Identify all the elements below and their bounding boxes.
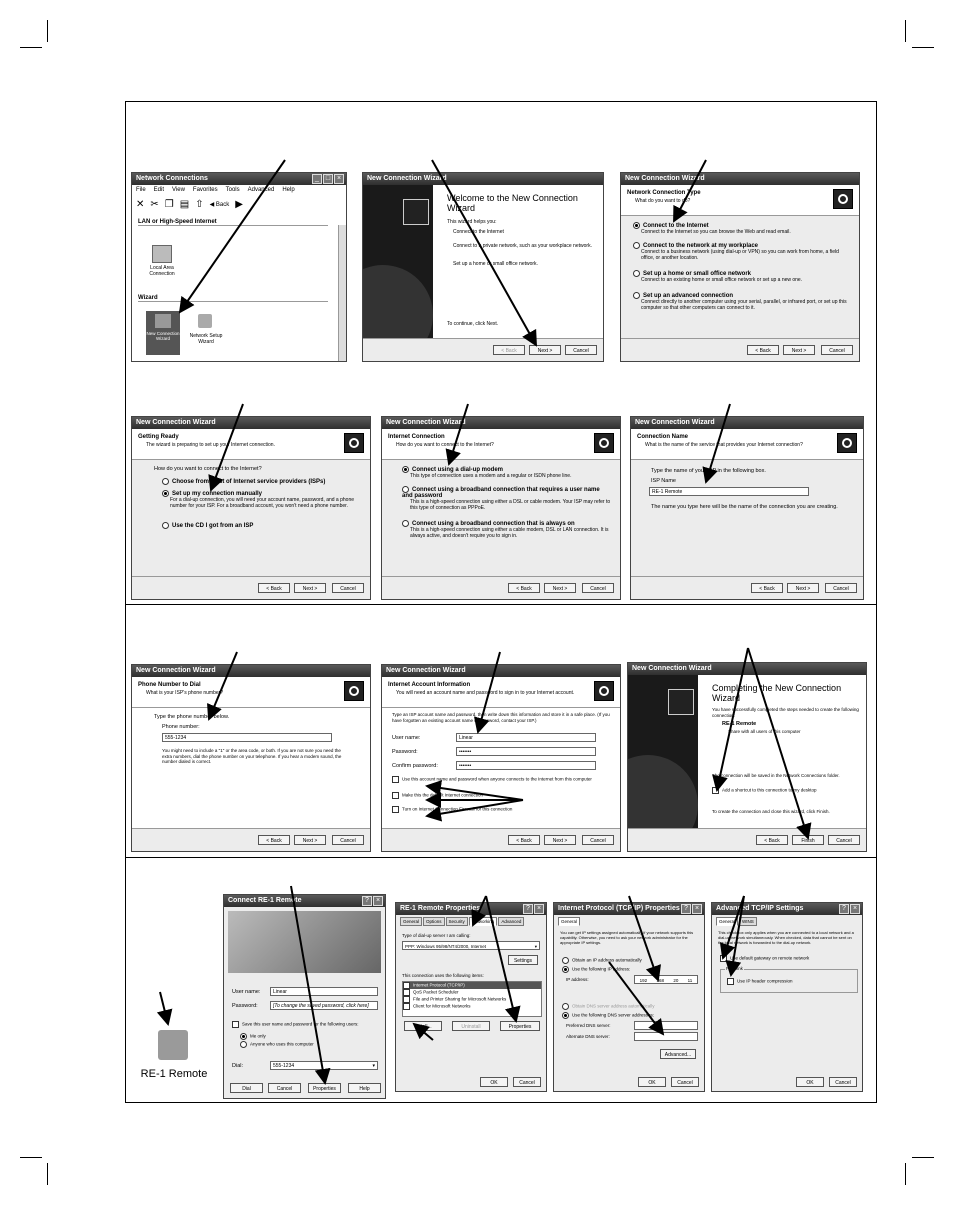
window-title: New Connection Wizard <box>382 417 620 429</box>
internet-connection-window <box>381 416 621 600</box>
properties-button[interactable]: Properties <box>500 1021 540 1031</box>
question-text: How do you want to connect to the Internet? <box>154 466 262 472</box>
cancel-button[interactable]: Cancel <box>513 1077 541 1087</box>
option-label[interactable]: Connect to the network at my workplace <box>643 243 759 250</box>
tab-security[interactable]: Security <box>446 917 468 926</box>
user-name-input[interactable]: Linear <box>270 987 378 996</box>
cancel-button[interactable]: Cancel <box>821 345 853 355</box>
next-button[interactable]: Next > <box>294 835 326 845</box>
cancel-button[interactable]: Cancel <box>671 1077 699 1087</box>
header-subtitle: What is your ISP's phone number? <box>146 690 224 696</box>
up-icon[interactable]: ⇧ <box>195 199 204 210</box>
header-subtitle: What do you want to do? <box>635 198 691 204</box>
welcome-footer: To continue, click Next. <box>447 321 499 327</box>
crop-mark <box>905 1163 906 1185</box>
check-label[interactable]: Make this the default Internet connection <box>402 792 484 798</box>
phone-number-window <box>131 664 371 852</box>
anyone-label[interactable]: Anyone who uses this computer <box>250 1041 314 1047</box>
crop-mark <box>47 1163 48 1185</box>
password-input[interactable]: ••••••• <box>456 747 596 756</box>
radio-auto-dns[interactable] <box>562 1003 569 1010</box>
finish-text: To create the connection and close this wizard, click Finish. <box>712 809 830 814</box>
back-label: Back <box>215 202 230 208</box>
wizard-logo-icon <box>594 681 614 701</box>
tab-bar <box>558 917 580 926</box>
connect-dialog <box>223 894 386 1099</box>
static-dns-label[interactable]: Use the following DNS server addresses: <box>572 1012 655 1018</box>
wizard-header <box>621 185 859 216</box>
back-button[interactable]: < Back <box>508 583 540 593</box>
next-button[interactable]: Next > <box>294 583 326 593</box>
radio-advanced[interactable] <box>633 292 640 299</box>
cut-icon[interactable]: ✂ <box>150 199 159 210</box>
new-connection-label: New Connection Wizard <box>146 331 180 341</box>
header-title: Getting Ready <box>138 434 179 440</box>
window-title: Connect RE-1 Remote <box>224 895 385 907</box>
forward-icon[interactable]: ▶ <box>235 199 243 210</box>
header-title: Phone Number to Dial <box>138 682 201 688</box>
tab-bar <box>400 917 524 926</box>
dial-button[interactable]: Dial <box>230 1083 263 1093</box>
tcpip-properties-dialog <box>553 902 705 1092</box>
wizard-logo-icon <box>833 189 853 209</box>
tab-networking[interactable]: Networking <box>469 917 498 926</box>
header-subtitle: What is the name of the service that provides your Internet connection? <box>645 442 803 448</box>
lan-section-header: LAN or High-Speed Internet <box>138 219 328 226</box>
wizard-logo-icon <box>403 199 429 225</box>
close-icon[interactable]: × <box>373 896 383 906</box>
ip-octet: 11 <box>687 978 693 983</box>
option-desc: Connect to an existing home or small office network or set up a new one. <box>641 277 803 284</box>
wizard-body <box>132 460 370 577</box>
desktop-icon-label[interactable]: RE-1 Remote <box>140 1068 208 1080</box>
radio-broadband-always[interactable] <box>402 520 409 527</box>
option-desc: Connect directly to another computer using your serial, parallel, or infrared port, or set up this computer so that other computers can connect to it. <box>641 299 847 312</box>
intro-text: You can get IP settings assigned automatically if your network supports this capability. Otherwise, you need to ask your network administrator for the appropriate IP settings. <box>560 930 694 945</box>
wizard-logo-icon <box>837 433 857 453</box>
share-bullet: Share with all users of this computer <box>728 729 801 734</box>
window-title: New Connection Wizard <box>132 417 370 429</box>
help-icon[interactable]: ? <box>839 904 849 914</box>
isp-name-label: ISP Name <box>651 478 676 484</box>
alternate-dns-input[interactable] <box>634 1032 698 1041</box>
wizard-footer <box>631 576 863 599</box>
radio-connect-internet[interactable] <box>633 222 640 229</box>
wizard-footer <box>621 338 859 361</box>
option-label[interactable]: Set up my connection manually <box>172 491 263 498</box>
ip-address-input[interactable] <box>634 975 698 984</box>
account-info-window <box>381 664 621 852</box>
tab-general[interactable]: General <box>558 917 580 926</box>
radio-auto-ip[interactable] <box>562 957 569 964</box>
window-title: New Connection Wizard <box>631 417 863 429</box>
row-divider <box>126 604 876 605</box>
me-only-label[interactable]: Me only <box>250 1033 266 1039</box>
menu-tools[interactable]: Tools <box>225 187 240 193</box>
list-item[interactable] <box>403 982 541 989</box>
option-label[interactable]: Connect using a broadband connection that is always on <box>412 521 575 528</box>
wizard-body <box>382 708 620 829</box>
wizard-footer <box>382 828 620 851</box>
wizard-body <box>382 460 620 577</box>
wizard-logo-icon <box>344 433 364 453</box>
radio-home-network[interactable] <box>633 270 640 277</box>
help-button[interactable]: Help <box>348 1083 381 1093</box>
wizard-body <box>631 460 863 577</box>
network-setup-label[interactable]: Network Setup Wizard <box>189 333 223 345</box>
preferred-dns-input[interactable] <box>634 1021 698 1030</box>
list-item[interactable] <box>403 1003 541 1010</box>
welcome-intro: This wizard helps you: <box>447 219 497 225</box>
check-label[interactable]: Turn on Internet Connection Firewall for this connection <box>402 806 513 812</box>
close-icon[interactable]: × <box>850 904 860 914</box>
window-title: Advanced TCP/IP Settings <box>712 903 862 915</box>
phone-number-input[interactable]: 555-1234 <box>162 733 332 742</box>
crop-mark <box>20 47 42 48</box>
info-text: This checkbox only applies when you are connected to a local network and a dial-up network simultaneously. When checked, data that cannot be sent on the local network is forwarded to the dial-up network. <box>718 930 854 945</box>
ip-octet: 192 <box>639 978 648 983</box>
next-button[interactable]: Next > <box>783 345 815 355</box>
menu-view[interactable]: View <box>172 187 185 193</box>
wizard-icon <box>155 314 171 328</box>
header-subtitle: You will need an account name and password to sign in to your Internet account. <box>396 690 575 696</box>
option-label[interactable]: Choose from a list of Internet service providers (ISPs) <box>172 479 326 486</box>
item-label: File and Printer Sharing for Microsoft Networks <box>413 996 507 1002</box>
radio-me-only[interactable] <box>240 1033 247 1040</box>
wizard-sidebar <box>363 185 433 339</box>
wizard-logo-icon <box>594 433 614 453</box>
wizard-body <box>621 216 859 339</box>
back-button[interactable]: < Back <box>508 835 540 845</box>
header-title: Network Connection Type <box>627 190 701 196</box>
cancel-button[interactable]: Cancel <box>829 1077 857 1087</box>
firewall-checkbox[interactable] <box>392 806 399 813</box>
radio-anyone[interactable] <box>240 1041 247 1048</box>
help-icon[interactable]: ? <box>523 904 533 914</box>
ppp-link-group <box>720 966 858 993</box>
ok-button[interactable]: OK <box>796 1077 824 1087</box>
option-desc: For a dial-up connection, you will need your account name, password, and a phone number for your ISP. For a broadband account, you won't need a phone number. <box>170 497 355 510</box>
confirm-label: Confirm password: <box>392 763 438 769</box>
password-label: Password: <box>232 1003 258 1009</box>
cancel-button[interactable]: Cancel <box>582 835 614 845</box>
uninstall-button[interactable]: Uninstall <box>452 1021 490 1031</box>
gateway-label[interactable]: Use default gateway on remote network <box>730 955 810 961</box>
window-title: RE-1 Remote Properties <box>396 903 546 915</box>
dial-label: Dial: <box>232 1063 244 1069</box>
ok-button[interactable]: OK <box>638 1077 666 1087</box>
user-label: User name: <box>232 989 261 995</box>
next-button[interactable]: Next > <box>544 583 576 593</box>
option-label[interactable]: Connect using a broadband connection that requires a user name and password <box>402 487 600 500</box>
list-item[interactable] <box>403 989 541 996</box>
note-text: You might need to include a "1" or the area code, or both. If you are not sure you need the extra numbers, dial the phone number on your telephone. If you hear a modem sound, the number dialed is correct. <box>162 748 342 764</box>
tab-advanced[interactable]: Advanced <box>498 917 524 926</box>
radio-broadband-pppoe[interactable] <box>402 486 409 493</box>
lan-connection-label[interactable]: Local Area Connection <box>149 265 175 277</box>
tab-general[interactable]: General <box>400 917 422 926</box>
toolbar <box>136 199 243 210</box>
wizard-header <box>382 429 620 460</box>
new-connection-wizard-item[interactable] <box>146 311 180 355</box>
chevron-down-icon: ▾ <box>534 944 537 949</box>
close-icon[interactable]: × <box>534 904 544 914</box>
wizard-footer <box>132 828 370 851</box>
option-desc: This is a high-speed connection using either a cable modem, DSL or LAN connection. It is always active, and doesn't require you to sign in. <box>410 527 609 540</box>
welcome-bullet: Set up a home or small office network. <box>453 261 538 267</box>
wizard-logo-icon <box>668 689 694 715</box>
wizard-footer <box>363 338 603 361</box>
back-button[interactable]: < Back <box>493 345 525 355</box>
note-text: The name you type here will be the name of the connection you are creating. <box>651 504 838 510</box>
wizard-footer <box>628 828 866 851</box>
confirm-password-input[interactable]: ••••••• <box>456 761 596 770</box>
window-title: New Connection Wizard <box>628 663 866 675</box>
radio-dialup[interactable] <box>402 466 409 473</box>
dial-value: 555-1234 <box>273 1063 295 1069</box>
auto-ip-label[interactable]: Obtain an IP address automatically <box>572 957 642 963</box>
crop-mark <box>47 20 48 42</box>
copy-icon[interactable]: ❐ <box>164 199 174 210</box>
radio-connect-workplace[interactable] <box>633 242 640 249</box>
default-connection-checkbox[interactable] <box>392 792 399 799</box>
window-title: Internet Protocol (TCP/IP) Properties <box>554 903 704 915</box>
header-subtitle: The wizard is preparing to set up your Internet connection. <box>146 442 275 448</box>
menu-file[interactable]: File <box>136 187 146 193</box>
header-title: Connection Name <box>637 434 689 440</box>
advanced-tcpip-dialog <box>711 902 863 1092</box>
ip-compression-checkbox[interactable] <box>727 978 734 985</box>
shortcut-label[interactable]: Add a shortcut to this connection to my desktop <box>722 787 817 793</box>
wizard-footer <box>382 576 620 599</box>
wizard-sidebar <box>628 675 698 829</box>
dial-select[interactable] <box>270 1061 378 1070</box>
advanced-button[interactable]: Advanced... <box>660 1049 696 1059</box>
ip-label: IP address: <box>566 977 589 982</box>
window-title: New Connection Wizard <box>621 173 859 185</box>
radio-static-ip[interactable] <box>562 966 569 973</box>
prompt-text: Type the phone number below. <box>154 714 230 720</box>
static-ip-label[interactable]: Use the following IP address: <box>572 966 631 972</box>
option-label[interactable]: Use the CD I got from an ISP <box>172 523 254 530</box>
help-icon[interactable]: ? <box>362 896 372 906</box>
crop-mark <box>912 1157 934 1158</box>
password-input[interactable]: [To change the saved password, click here] <box>270 1001 378 1010</box>
items-list <box>402 981 542 1017</box>
radio-choose-isp[interactable] <box>162 478 169 485</box>
tab-wins[interactable]: WINS <box>739 917 757 926</box>
ip-octet: 20 <box>673 978 679 983</box>
crop-mark <box>20 1157 42 1158</box>
alternate-dns-label: Alternate DNS server: <box>566 1034 610 1039</box>
window-title: Network Connections <box>132 173 346 185</box>
welcome-heading: Welcome to the New Connection Wizard <box>447 193 578 213</box>
phone-label: Phone number: <box>162 724 200 730</box>
option-label[interactable]: Set up an advanced connection <box>643 293 734 300</box>
back-button[interactable]: < Back <box>747 345 779 355</box>
option-desc: This type of connection uses a modem and a regular or ISDN phone line. <box>410 473 572 480</box>
welcome-bullet: Connect to the Internet <box>453 229 504 235</box>
maximize-icon[interactable]: □ <box>323 174 333 184</box>
lan-connection-icon[interactable] <box>152 245 172 263</box>
ok-button[interactable]: OK <box>480 1077 508 1087</box>
header-title: Internet Connection <box>388 434 445 440</box>
back-button[interactable]: < Back <box>756 835 788 845</box>
save-label[interactable]: Save this user name and password for the following users: <box>242 1021 359 1027</box>
window-title: New Connection Wizard <box>382 665 620 677</box>
radio-static-dns[interactable] <box>562 1012 569 1019</box>
crop-mark <box>905 20 906 42</box>
server-type-select[interactable] <box>402 941 540 950</box>
wizard-section-header: Wizard <box>138 295 328 302</box>
ppp-group-label: PPP link <box>726 966 743 971</box>
radio-use-cd[interactable] <box>162 522 169 529</box>
server-type-label: Type of dial-up server I am calling: <box>402 933 471 938</box>
connection-name-window <box>630 416 864 600</box>
compression-label[interactable]: Use IP header compression <box>737 978 793 984</box>
item-label: QoS Packet Scheduler <box>413 989 459 995</box>
desktop-shortcut-checkbox[interactable] <box>712 787 719 794</box>
menu-edit[interactable]: Edit <box>153 187 165 193</box>
wizard-logo-icon <box>344 681 364 701</box>
scrollbar[interactable] <box>338 225 346 361</box>
connection-properties-dialog <box>395 902 547 1092</box>
tab-general[interactable]: General <box>716 917 738 926</box>
item-label: Client for Microsoft Networks <box>413 1003 471 1009</box>
install-button[interactable]: Install... <box>404 1021 442 1031</box>
back-button[interactable]: < Back <box>751 583 783 593</box>
user-label: User name: <box>392 735 421 741</box>
item-label: Internet Protocol (TCP/IP) <box>413 982 465 988</box>
option-label[interactable]: Connect using a dial-up modem <box>412 467 504 474</box>
connect-banner <box>228 911 381 973</box>
getting-ready-window <box>131 416 371 600</box>
completing-wizard-window <box>627 662 867 852</box>
header-title: Internet Account Information <box>388 682 471 688</box>
back-button[interactable]: < Back <box>258 583 290 593</box>
prompt-text: Type the name of your ISP in the following box. <box>651 468 766 474</box>
back-button[interactable]: < Back <box>258 835 290 845</box>
cancel-button[interactable]: Cancel <box>332 835 364 845</box>
option-label[interactable]: Connect to the Internet <box>643 223 709 230</box>
wizard-body <box>132 708 370 829</box>
cancel-button[interactable]: Cancel <box>828 835 860 845</box>
use-account-checkbox[interactable] <box>392 776 399 783</box>
wizard-header <box>631 429 863 460</box>
welcome-bullet: Connect to a private network, such as your workplace network. <box>453 243 592 249</box>
saved-text: The connection will be saved in the Network Connections folder. <box>712 773 840 778</box>
minimize-icon[interactable]: _ <box>312 174 322 184</box>
properties-button[interactable]: Properties <box>308 1083 341 1093</box>
option-desc: This is a high-speed connection using either a DSL or cable modem. Your ISP may refer to this type of connection as PPPoE. <box>410 499 611 512</box>
wizard-footer <box>132 576 370 599</box>
crop-mark <box>912 47 934 48</box>
wizard-header <box>132 677 370 708</box>
list-item[interactable] <box>403 996 541 1003</box>
next-button[interactable]: Next > <box>544 835 576 845</box>
user-name-input[interactable]: Linear <box>456 733 596 742</box>
window-title: New Connection Wizard <box>363 173 603 185</box>
menu-advanced[interactable]: Advanced <box>247 187 275 193</box>
cancel-button[interactable]: Cancel <box>268 1083 301 1093</box>
option-desc: Connect to a business network (using dial-up or VPN) so you can work from home, a field office, or another location. <box>641 249 839 262</box>
option-label[interactable]: Set up a home or small office network <box>643 271 752 278</box>
next-button[interactable]: Next > <box>529 345 561 355</box>
check-label[interactable]: Use this account name and password when anyone connects to the Internet from this computer <box>402 776 592 782</box>
password-label: Password: <box>392 749 418 755</box>
header-subtitle: How do you want to connect to the Internet? <box>396 442 494 448</box>
auto-dns-label[interactable]: Obtain DNS server address automatically <box>572 1003 655 1009</box>
connection-type-window <box>620 172 860 362</box>
window-title: New Connection Wizard <box>132 665 370 677</box>
complete-text: You have successfully completed the steps needed to create the following connection: <box>712 707 859 718</box>
radio-manual[interactable] <box>162 490 169 497</box>
network-setup-icon[interactable] <box>198 314 212 328</box>
option-desc: Connect to the Internet so you can browse the Web and read email. <box>641 229 791 236</box>
re1-remote-desktop-icon[interactable] <box>158 1030 188 1060</box>
save-password-checkbox[interactable] <box>232 1021 239 1028</box>
isp-name-input[interactable]: RE-1 Remote <box>649 487 809 496</box>
paste-icon[interactable]: ▤ <box>179 199 190 210</box>
completing-heading: Completing the New Connection Wizard <box>712 683 842 703</box>
menu-favorites[interactable]: Favorites <box>192 187 218 193</box>
back-button[interactable]: ◀ Back <box>209 202 230 208</box>
cancel-button[interactable]: Cancel <box>825 583 857 593</box>
server-type-value: PPP: Windows 95/98/NT4/2000, Internet <box>405 944 487 949</box>
cancel-button[interactable]: Cancel <box>565 345 597 355</box>
items-label: This connection uses the following items: <box>402 973 484 978</box>
close-icon[interactable]: × <box>692 904 702 914</box>
tab-bar <box>716 917 757 926</box>
help-icon[interactable]: ? <box>681 904 691 914</box>
finish-button[interactable]: Finish <box>792 835 824 845</box>
chevron-down-icon: ▾ <box>372 1063 375 1069</box>
default-gateway-checkbox[interactable] <box>720 955 727 962</box>
row-divider <box>126 857 876 858</box>
cancel-button[interactable]: Cancel <box>332 583 364 593</box>
tab-options[interactable]: Options <box>423 917 445 926</box>
preferred-dns-label: Preferred DNS server: <box>566 1023 611 1028</box>
welcome-wizard-window <box>362 172 604 362</box>
network-connections-window <box>131 172 347 362</box>
delete-icon[interactable]: ✕ <box>136 199 145 210</box>
cancel-button[interactable]: Cancel <box>582 583 614 593</box>
prompt-text: Type an ISP account name and password, then write down this information and store it in a safe place. (If you have forgotten an existing account name or password, contact your ISP.) <box>392 712 610 723</box>
wizard-header <box>382 677 620 708</box>
ip-octet: 168 <box>656 978 664 983</box>
connection-name: RE-1 Remote <box>722 721 757 727</box>
menu-bar <box>136 187 342 193</box>
close-icon[interactable]: × <box>334 174 344 184</box>
settings-button[interactable]: Settings <box>508 955 538 965</box>
menu-help[interactable]: Help <box>282 187 295 193</box>
next-button[interactable]: Next > <box>787 583 819 593</box>
wizard-header <box>132 429 370 460</box>
